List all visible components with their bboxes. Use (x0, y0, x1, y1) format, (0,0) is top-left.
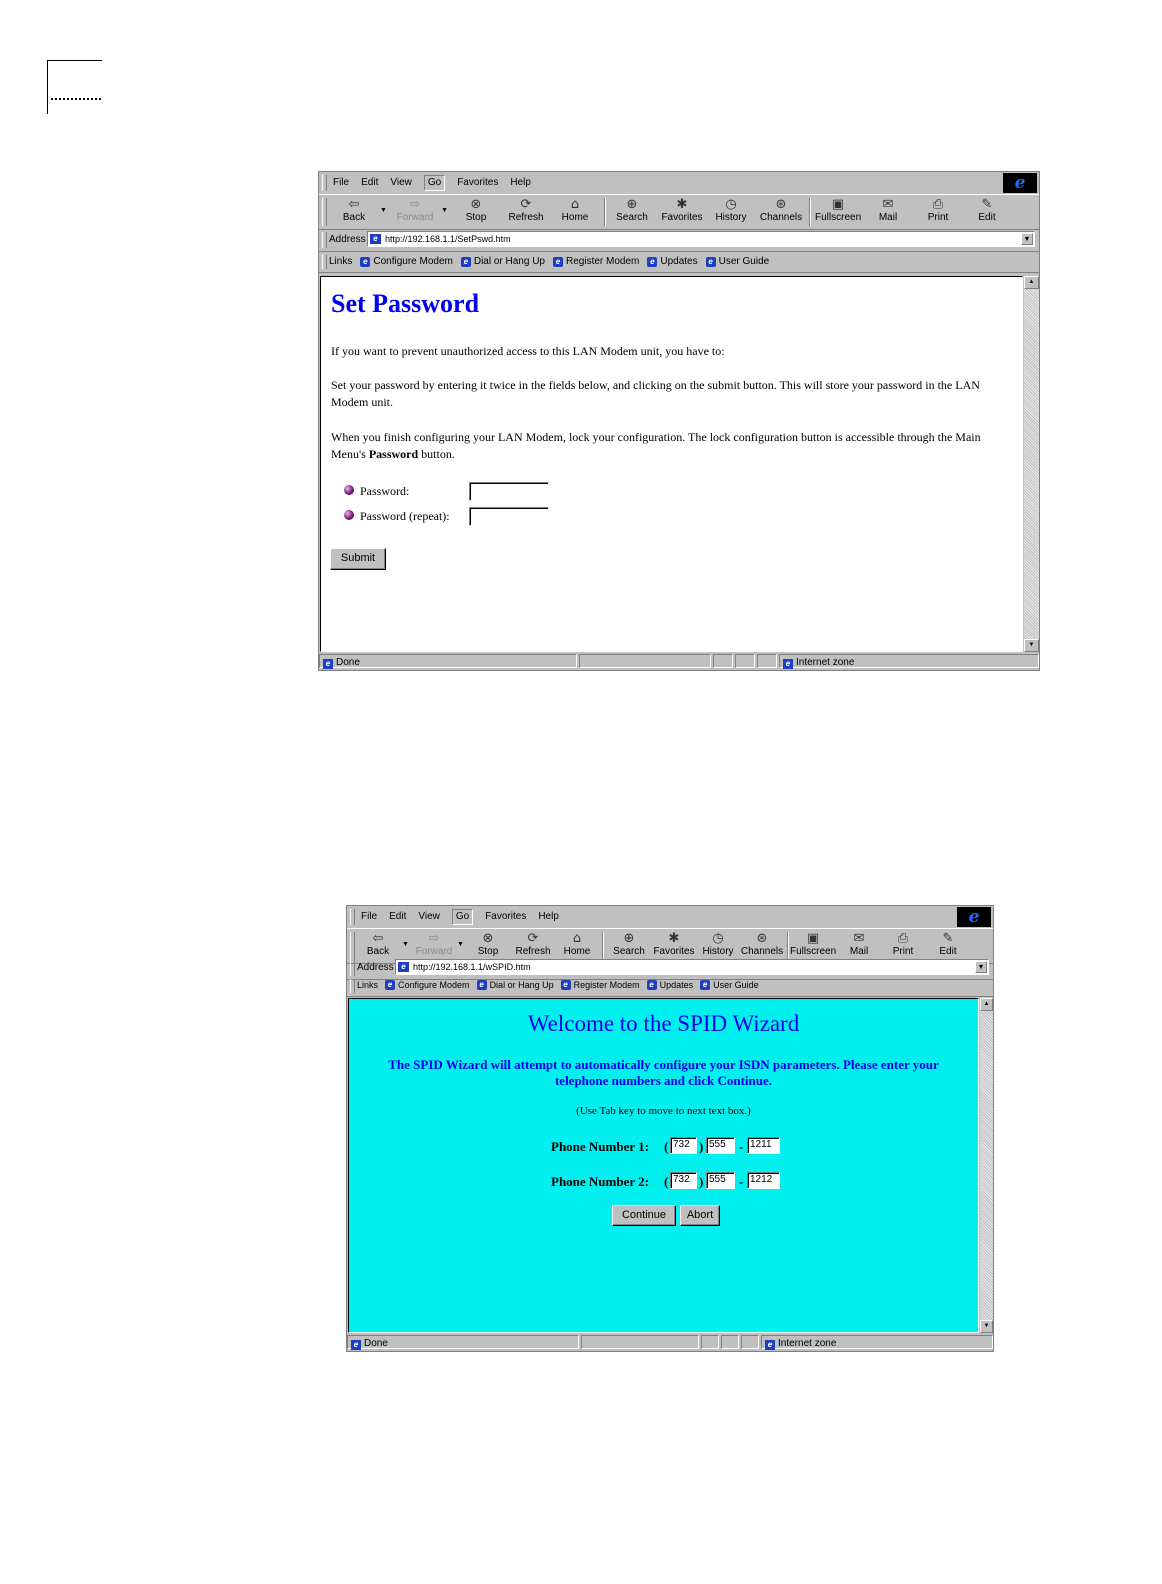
channels-button[interactable]: ⊛ Channels (740, 931, 784, 957)
password-label: Password: (360, 484, 410, 498)
print-button[interactable]: ⎙ Print (915, 197, 961, 223)
page-content: Welcome to the SPID Wizard The SPID Wizard will attempt to automatically configure your ISDN parameters. Please enter your telephone numbers and click Continue. (Use Tab key to move to next text box.) Phone Number 1: ( 732 ) 555 - 1211 Phone Number 2: ( 732 ) 555 - 1212 Continue Abort (348, 998, 979, 1333)
favorites-button[interactable]: ✱ Favorites (651, 931, 697, 957)
print-icon: ⎙ (932, 197, 944, 212)
forward-arrow-icon: ⇨ (428, 931, 440, 946)
page-title: Set Password (331, 289, 480, 318)
status-text: e Done (351, 1338, 388, 1350)
fullscreen-icon: ▣ (806, 931, 820, 946)
back-button[interactable]: ⇦ Back (331, 197, 377, 223)
search-icon: ⊕ (623, 931, 635, 946)
ie-logo-icon: e (957, 907, 991, 927)
address-label: Address (357, 962, 394, 973)
stop-icon: ⊗ (470, 197, 482, 212)
link-configure-modem[interactable]: e Configure Modem (385, 980, 470, 990)
home-button[interactable]: ⌂ Home (552, 197, 598, 223)
menu-view[interactable]: View (418, 911, 440, 922)
links-bar (319, 252, 1039, 273)
home-icon: ⌂ (570, 197, 580, 212)
print-button[interactable]: ⎙ Print (880, 931, 926, 957)
vertical-scrollbar[interactable] (1024, 276, 1039, 652)
link-user-guide[interactable]: e User Guide (706, 256, 770, 267)
mail-icon: ✉ (853, 931, 865, 946)
submit-button[interactable]: Submit (330, 548, 386, 570)
menu-file[interactable]: File (333, 177, 350, 188)
zone-text: e Internet zone (765, 1338, 836, 1350)
ie-page-icon: e (706, 257, 716, 267)
address-dropdown-icon[interactable]: ▼ (975, 961, 987, 973)
page-content (320, 276, 1023, 652)
edit-icon: ✎ (942, 931, 954, 946)
browser-window-spid-wizard (346, 905, 994, 1352)
scroll-down-icon[interactable]: ▼ (1024, 639, 1039, 652)
links-label: Links (329, 256, 353, 267)
back-dropdown-icon[interactable]: ▼ (402, 941, 409, 948)
link-register-modem[interactable]: e Register Modem (561, 980, 640, 990)
home-icon: ⌂ (572, 931, 582, 946)
menu-help[interactable]: Help (510, 177, 531, 188)
menu-edit[interactable]: Edit (389, 911, 407, 922)
links-label: Links (357, 980, 379, 990)
forward-button[interactable]: ⇨ Forward (411, 931, 457, 957)
link-dial-or-hang-up[interactable]: e Dial or Hang Up (477, 980, 554, 990)
scroll-up-icon[interactable]: ▲ (1024, 276, 1039, 289)
ie-page-icon: e (385, 980, 395, 990)
scroll-up-icon[interactable]: ▲ (980, 998, 993, 1011)
phone1-label: Phone Number 1: (551, 1139, 649, 1154)
search-button[interactable]: ⊕ Search (606, 931, 652, 957)
intro-text: The SPID Wizard will attempt to automatically configure your ISDN parameters. Please enter your telephone numbers and click Continue. (388, 1057, 939, 1088)
ie-logo-icon: e (1003, 173, 1037, 193)
back-button[interactable]: ⇦ Back (355, 931, 401, 957)
menu-bar (319, 172, 1039, 194)
stop-button[interactable]: ⊗ Stop (453, 197, 499, 223)
address-input[interactable] (395, 959, 989, 975)
phone2-label: Phone Number 2: (551, 1174, 649, 1189)
page-title: Welcome to the SPID Wizard (527, 1011, 800, 1036)
stop-icon: ⊗ (482, 931, 494, 946)
link-dial-or-hang-up[interactable]: e Dial or Hang Up (461, 256, 545, 267)
menu-favorites[interactable]: Favorites (485, 911, 527, 922)
status-text: e Done (323, 657, 360, 669)
forward-dropdown-icon[interactable]: ▼ (457, 941, 464, 948)
ie-page-icon: e (477, 980, 487, 990)
lock-text: When you finish configuring your LAN Modem, lock your configuration. The lock configuration button is accessible through the Main Menu's Password button. (331, 430, 981, 461)
back-dropdown-icon[interactable]: ▼ (380, 207, 387, 214)
channels-icon: ⊛ (775, 197, 787, 212)
back-arrow-icon: ⇦ (372, 931, 384, 946)
history-icon: ◷ (725, 197, 737, 212)
phone1-area-input[interactable]: 732 (670, 1137, 697, 1154)
instructions-text: Set your password by entering it twice in the fields below, and clicking on the submit button. This will store your password in the LAN Modem unit. (331, 378, 980, 409)
phone1-prefix-input[interactable]: 555 (706, 1137, 735, 1154)
stop-button[interactable]: ⊗ Stop (465, 931, 511, 957)
link-register-modem[interactable]: e Register Modem (553, 256, 639, 267)
link-user-guide[interactable]: e User Guide (700, 980, 759, 990)
link-updates[interactable]: e Updates (647, 980, 694, 990)
edit-button[interactable]: ✎ Edit (925, 931, 971, 957)
mail-button[interactable]: ✉ Mail (836, 931, 882, 957)
ie-page-icon: e (553, 257, 563, 267)
history-icon: ◷ (712, 931, 724, 946)
ie-page-icon: e (700, 980, 710, 990)
scroll-down-icon[interactable]: ▼ (980, 1320, 993, 1333)
history-button[interactable]: ◷ History (708, 197, 754, 223)
ie-page-icon: e (360, 257, 370, 267)
print-icon: ⎙ (897, 931, 909, 946)
password-repeat-label: Password (repeat): (360, 509, 450, 523)
status-bar (347, 1334, 993, 1351)
page-done-icon: e (351, 1340, 361, 1350)
abort-button[interactable]: Abort (680, 1205, 720, 1226)
address-url: http://192.168.1.1/wSPID.htm (413, 962, 531, 972)
menu-favorites[interactable]: Favorites (457, 177, 499, 188)
ie-page-icon: e (561, 980, 571, 990)
link-configure-modem[interactable]: e Configure Modem (360, 256, 452, 267)
search-icon: ⊕ (626, 197, 638, 212)
channels-button[interactable]: ⊛ Channels (759, 197, 803, 223)
internet-zone-icon: e (765, 1340, 775, 1350)
ie-page-icon: e (461, 257, 471, 267)
channels-icon: ⊛ (756, 931, 768, 946)
menu-go[interactable]: Go (452, 909, 473, 925)
forward-button[interactable]: ⇨ Forward (392, 197, 438, 223)
phone1-line-input[interactable]: 1211 (747, 1137, 780, 1154)
internet-zone-icon: e (783, 659, 793, 669)
menu-help[interactable]: Help (538, 911, 559, 922)
status-bar (319, 653, 1039, 670)
ie-page-icon: e (647, 257, 657, 267)
phone2-area-input[interactable]: 732 (670, 1172, 697, 1189)
favorites-icon: ✱ (668, 931, 680, 946)
mail-icon: ✉ (882, 197, 894, 212)
address-input[interactable] (367, 231, 1035, 247)
home-button[interactable]: ⌂ Home (554, 931, 600, 957)
refresh-icon: ⟳ (527, 931, 539, 946)
fullscreen-button[interactable]: ▣ Fullscreen (815, 197, 862, 223)
vertical-scrollbar[interactable] (980, 998, 993, 1333)
hint-text: (Use Tab key to move to next text box.) (576, 1105, 751, 1117)
address-bar (319, 229, 1039, 252)
menu-edit[interactable]: Edit (361, 177, 379, 188)
forward-arrow-icon: ⇨ (409, 197, 421, 212)
menu-go[interactable]: Go (424, 175, 445, 191)
menu-view[interactable]: View (390, 177, 412, 188)
favorites-button[interactable]: ✱ Favorites (659, 197, 705, 223)
menu-file[interactable]: File (361, 911, 378, 922)
link-updates[interactable]: e Updates (647, 256, 697, 267)
intro-text: If you want to prevent unauthorized access to this LAN Modem unit, you have to: (331, 344, 725, 358)
phone2-line-input[interactable]: 1212 (747, 1172, 780, 1189)
password-repeat-input[interactable] (469, 507, 549, 526)
address-label: Address (329, 234, 366, 245)
ie-page-icon: e (647, 980, 657, 990)
page-icon: e (398, 962, 409, 972)
page-corner-mark (47, 60, 102, 114)
links-bar (347, 976, 993, 997)
address-url: http://192.168.1.1/SetPswd.htm (385, 234, 511, 244)
page-done-icon: e (323, 659, 333, 669)
phone2-prefix-input[interactable]: 555 (706, 1172, 735, 1189)
favorites-icon: ✱ (676, 197, 688, 212)
edit-icon: ✎ (981, 197, 993, 212)
address-dropdown-icon[interactable]: ▼ (1021, 233, 1033, 245)
bullet-icon (344, 510, 354, 520)
forward-dropdown-icon[interactable]: ▼ (441, 207, 448, 214)
standard-toolbar (319, 194, 1039, 230)
continue-button[interactable]: Continue (612, 1205, 676, 1226)
search-button[interactable]: ⊕ Search (609, 197, 655, 223)
refresh-button[interactable]: ⟳ Refresh (510, 931, 556, 957)
refresh-icon: ⟳ (520, 197, 532, 212)
page-icon: e (370, 234, 381, 244)
refresh-button[interactable]: ⟳ Refresh (503, 197, 549, 223)
bullet-icon (344, 485, 354, 495)
password-input[interactable] (469, 482, 549, 501)
mail-button[interactable]: ✉ Mail (865, 197, 911, 223)
history-button[interactable]: ◷ History (695, 931, 741, 957)
edit-button[interactable]: ✎ Edit (964, 197, 1010, 223)
menu-bar (347, 906, 993, 928)
browser-window-set-password (318, 171, 1040, 671)
back-arrow-icon: ⇦ (348, 197, 360, 212)
fullscreen-icon: ▣ (831, 197, 845, 212)
zone-text: e Internet zone (783, 657, 854, 669)
fullscreen-button[interactable]: ▣ Fullscreen (790, 931, 837, 957)
